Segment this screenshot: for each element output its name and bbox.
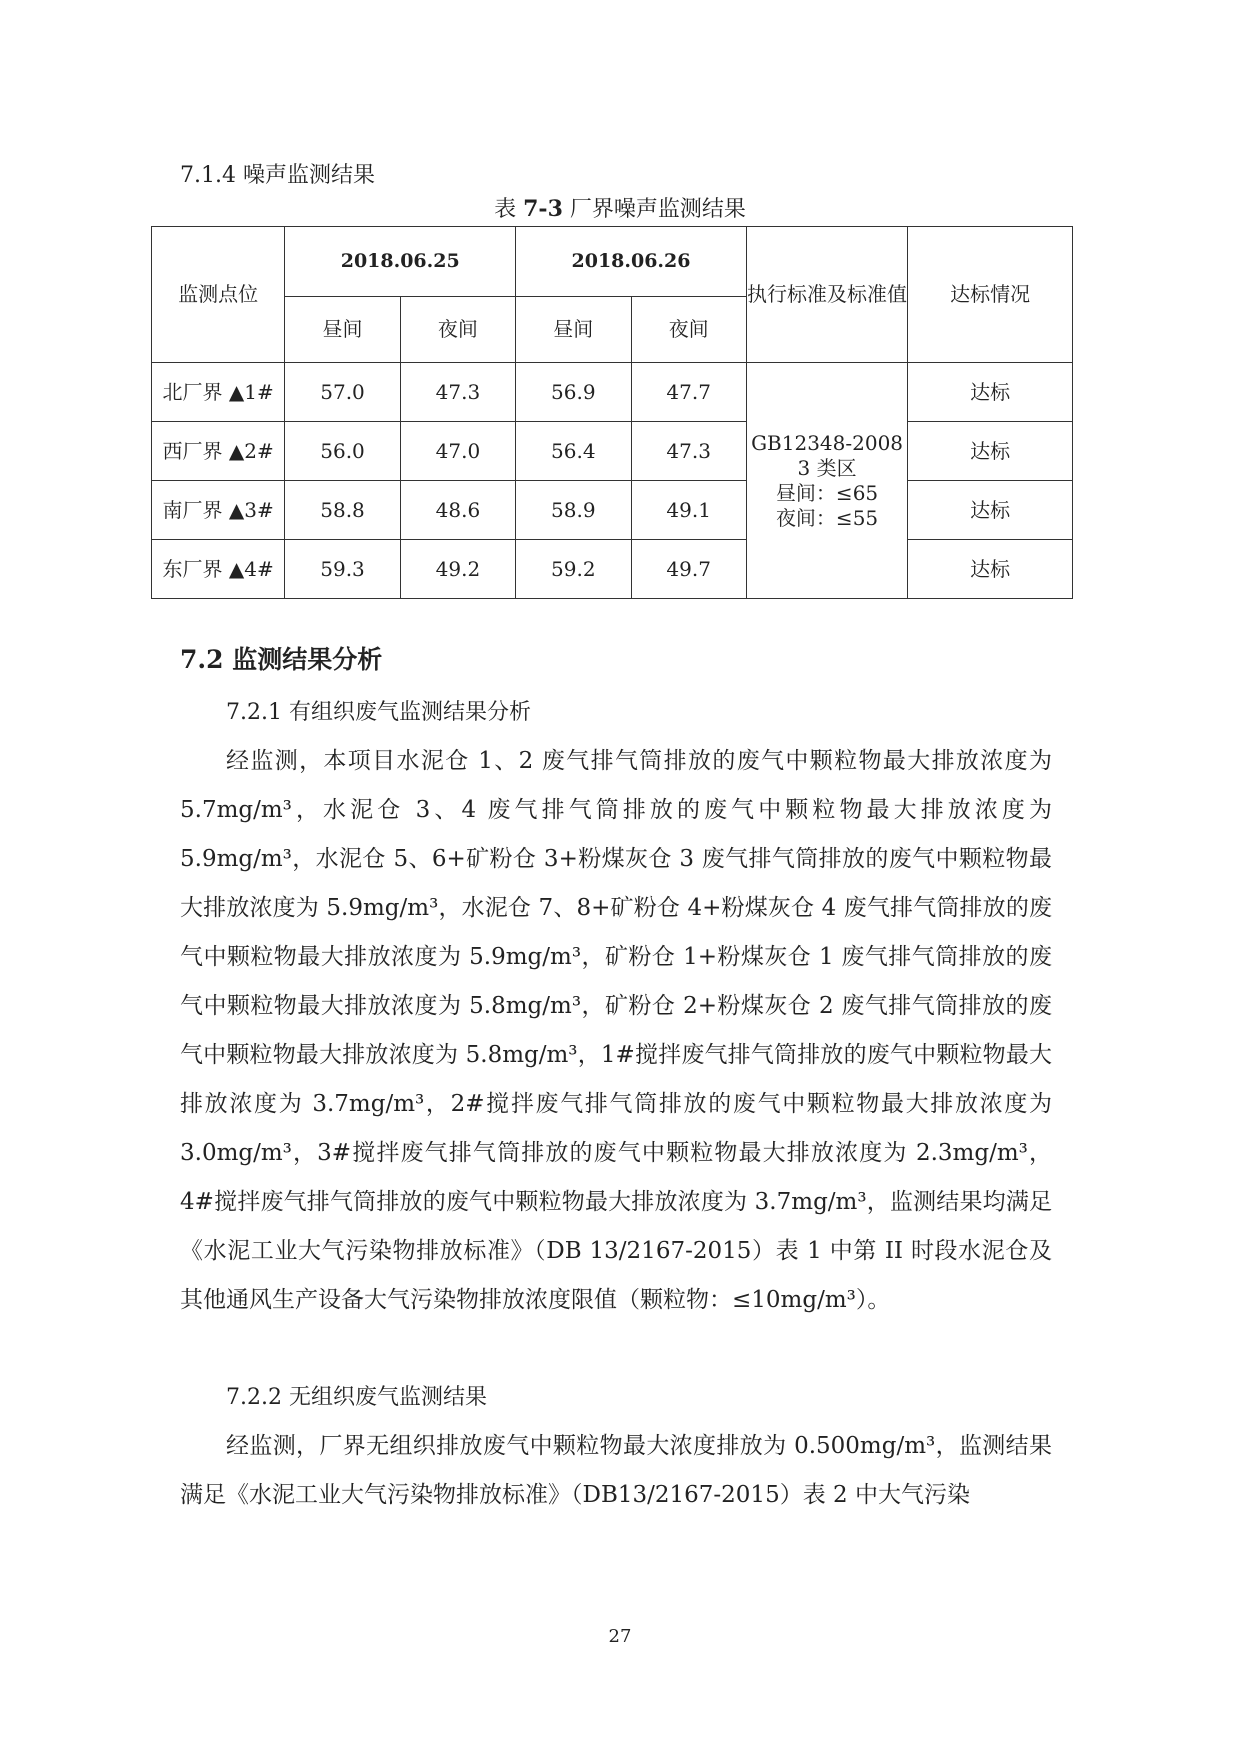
header-point: 监测点位	[152, 227, 285, 363]
noise-results-table	[151, 226, 1073, 599]
status-cell: 达标	[908, 481, 1073, 540]
status-cell: 达标	[908, 363, 1073, 422]
section-7-1-4-heading: 7.1.4 噪声监测结果	[180, 163, 375, 188]
table-row	[152, 481, 1073, 540]
standard-cell	[746, 363, 907, 599]
paragraph-7-2-2: 经监测，厂界无组织排放废气中颗粒物最大浓度排放为 0.500mg/m³，监测结果满足《水泥工业大气污染物排放标准》（DB13/2167-2015）表 2 中大气污染	[180, 1433, 1052, 1508]
value-cell: 47.3	[631, 422, 746, 481]
standard-day-limit: 昼间：≤65	[775, 480, 879, 505]
point-cell: 北厂界 ▲1#	[152, 363, 285, 422]
value-cell: 49.2	[400, 540, 515, 599]
value-cell: 58.9	[516, 481, 631, 540]
point-cell: 南厂界 ▲3#	[152, 481, 285, 540]
value-cell: 59.3	[285, 540, 400, 599]
value-cell: 59.2	[516, 540, 631, 599]
value-cell: 49.1	[631, 481, 746, 540]
caption-prefix: 表	[494, 197, 517, 222]
caption-number: 7-3	[523, 196, 563, 222]
page-number: 27	[608, 1626, 632, 1647]
value-cell: 56.9	[516, 363, 631, 422]
table-row	[152, 422, 1073, 481]
header-status: 达标情况	[908, 227, 1073, 363]
status-cell: 达标	[908, 422, 1073, 481]
value-cell: 58.8	[285, 481, 400, 540]
header-date-1: 2018.06.25	[285, 227, 516, 297]
standard-class: 3 类区	[797, 455, 857, 480]
section-7-2-1-heading: 7.2.1 有组织废气监测结果分析	[226, 700, 531, 725]
standard-code: GB12348-2008	[751, 430, 904, 455]
point-cell: 西厂界 ▲2#	[152, 422, 285, 481]
header-standard: 执行标准及标准值	[746, 227, 907, 363]
section-7-2-heading: 7.2 监测结果分析	[180, 645, 383, 674]
value-cell: 47.3	[400, 363, 515, 422]
value-cell: 56.0	[285, 422, 400, 481]
value-cell: 57.0	[285, 363, 400, 422]
header-day: 昼间	[516, 297, 631, 363]
paragraph-7-2-1: 经监测，本项目水泥仓 1、2 废气排气筒排放的废气中颗粒物最大排放浓度为 5.7mg/m³，水泥仓 3、4 废气排气筒排放的废气中颗粒物最大排放浓度为 5.9mg/m³，水泥仓 5、6+矿粉仓 3+粉煤灰仓 3 废气排气筒排放的废气中颗粒物最大排放浓度为 5.9mg/m³，水泥仓 7、8+矿粉仓 4+粉煤灰仓 4 废气排气筒排放的废气中颗粒物最大排放浓度为 5.9mg/m³，矿粉仓 1+粉煤灰仓 1 废气排气筒排放的废气中颗粒物最大排放浓度为 5.8mg/m³，矿粉仓 2+粉煤灰仓 2 废气排气筒排放的废气中颗粒物最大排放浓度为 5.8mg/m³，1#搅拌废气排气筒排放的废气中颗粒物最大排放浓度为 3.7mg/m³，2#搅拌废气排气筒排放的废气中颗粒物最大排放浓度为 3.0mg/m³，3#搅拌废气排气筒排放的废气中颗粒物最大排放浓度为 2.3mg/m³，4#搅拌废气排气筒排放的废气中颗粒物最大排放浓度为 3.7mg/m³，监测结果均满足《水泥工业大气污染物排放标准》（DB 13/2167-2015）表 1 中第 II 时段水泥仓及其他通风生产设备大气污染物排放浓度限值（颗粒物：≤10mg/m³）。	[180, 748, 1052, 1313]
table-caption	[0, 192, 1240, 223]
point-cell: 东厂界 ▲4#	[152, 540, 285, 599]
section-7-2-2-heading: 7.2.2 无组织废气监测结果	[226, 1385, 487, 1410]
header-night: 夜间	[631, 297, 746, 363]
standard-night-limit: 夜间：≤55	[775, 505, 879, 530]
table-row	[152, 540, 1073, 599]
caption-title: 厂界噪声监测结果	[569, 197, 746, 222]
header-night: 夜间	[400, 297, 515, 363]
table-row	[152, 363, 1073, 422]
value-cell: 47.0	[400, 422, 515, 481]
header-day: 昼间	[285, 297, 400, 363]
status-cell: 达标	[908, 540, 1073, 599]
value-cell: 56.4	[516, 422, 631, 481]
header-date-2: 2018.06.26	[516, 227, 747, 297]
value-cell: 49.7	[631, 540, 746, 599]
value-cell: 47.7	[631, 363, 746, 422]
value-cell: 48.6	[400, 481, 515, 540]
